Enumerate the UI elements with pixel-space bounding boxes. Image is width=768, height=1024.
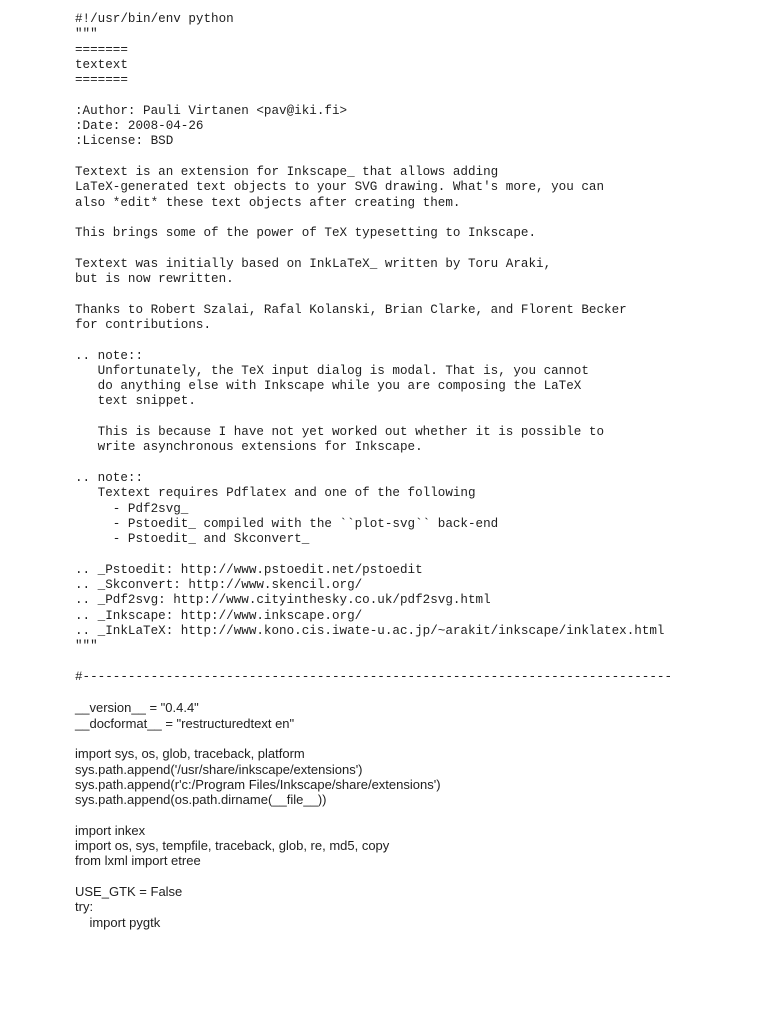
code-line: import inkex: [75, 822, 146, 838]
code-line: [75, 654, 755, 669]
code-line: :Date: 2008-04-26: [75, 119, 204, 134]
code-line: .. _Pstoedit: http://www.pstoedit.net/pstoedit: [75, 562, 423, 577]
code-line: Unfortunately, the TeX input dialog is modal. That is, you cannot: [75, 363, 589, 378]
code-line: sys.path.append(os.path.dirname(__file__)): [75, 792, 327, 808]
code-line: - Pdf2svg_: [75, 501, 189, 516]
code-line: =======: [75, 42, 128, 57]
code-line: __docformat__ = "restructuredtext en": [75, 715, 295, 731]
code-line: """: [75, 639, 98, 654]
code-line: :Author: Pauli Virtanen <pav@iki.fi>: [75, 103, 348, 118]
code-line: .. _Pdf2svg: http://www.cityinthesky.co.uk/pdf2svg.html: [75, 593, 491, 608]
code-line: [75, 333, 755, 348]
code-line: #------------------------------------------------------------------------------: [75, 669, 673, 684]
code-line: [75, 410, 755, 425]
code-line: [75, 241, 755, 256]
code-line: Textext is an extension for Inkscape_ that allows adding: [75, 164, 499, 179]
code-line: sys.path.append(r'c:/Program Files/Inkscape/share/extensions'): [75, 776, 441, 792]
code-line: .. note::: [75, 470, 144, 485]
source-code-page: [75, 12, 755, 930]
code-line: import os, sys, tempfile, traceback, glob, re, md5, copy: [75, 838, 390, 854]
code-line: [75, 150, 755, 165]
code-line: import sys, os, glob, traceback, platform: [75, 746, 305, 762]
code-line: USE_GTK = False: [75, 883, 183, 899]
code-line: =======: [75, 73, 128, 88]
code-line: .. _InkLaTeX: http://www.kono.cis.iwate-u.ac.jp/~arakit/inkscape/inklatex.html: [75, 623, 665, 638]
code-line: [75, 869, 755, 884]
code-line: [75, 547, 755, 562]
code-line: .. _Skconvert: http://www.skencil.org/: [75, 577, 363, 592]
code-line: This is because I have not yet worked out whether it is possible to: [75, 425, 605, 440]
code-line: This brings some of the power of TeX typesetting to Inkscape.: [75, 226, 537, 241]
code-line: import pygtk: [75, 914, 161, 930]
code-line: also *edit* these text objects after creating them.: [75, 195, 461, 210]
code-line: write asynchronous extensions for Inkscape.: [75, 440, 423, 455]
code-line: but is now rewritten.: [75, 272, 234, 287]
code-line: [75, 88, 755, 103]
code-line: from lxml import etree: [75, 853, 201, 869]
code-line: .. note::: [75, 348, 144, 363]
code-line: [75, 731, 755, 746]
code-line: do anything else with Inkscape while you are composing the LaTeX: [75, 379, 582, 394]
code-line: [75, 685, 755, 700]
code-line: [75, 287, 755, 302]
code-line: [75, 807, 755, 822]
code-line: try:: [75, 899, 94, 915]
code-line: Textext requires Pdflatex and one of the following: [75, 486, 476, 501]
code-line: sys.path.append('/usr/share/inkscape/extensions'): [75, 761, 363, 777]
code-line: for contributions.: [75, 317, 212, 332]
code-line: Textext was initially based on InkLaTeX_ written by Toru Araki,: [75, 256, 552, 271]
code-line: [75, 456, 755, 471]
code-line: LaTeX-generated text objects to your SVG drawing. What's more, you can: [75, 180, 605, 195]
code-line: #!/usr/bin/env python: [75, 12, 234, 26]
code-line: text snippet.: [75, 394, 196, 409]
code-line: .. _Inkscape: http://www.inkscape.org/: [75, 608, 363, 623]
code-line: """: [75, 27, 98, 42]
code-line: [75, 211, 755, 226]
code-line: - Pstoedit_ and Skconvert_: [75, 532, 310, 547]
code-line: __version__ = "0.4.4": [75, 700, 199, 716]
code-line: :License: BSD: [75, 134, 174, 149]
code-line: textext: [75, 57, 128, 72]
code-line: - Pstoedit_ compiled with the ``plot-svg`` back-end: [75, 516, 499, 531]
code-line: Thanks to Robert Szalai, Rafal Kolanski, Brian Clarke, and Florent Becker: [75, 302, 627, 317]
